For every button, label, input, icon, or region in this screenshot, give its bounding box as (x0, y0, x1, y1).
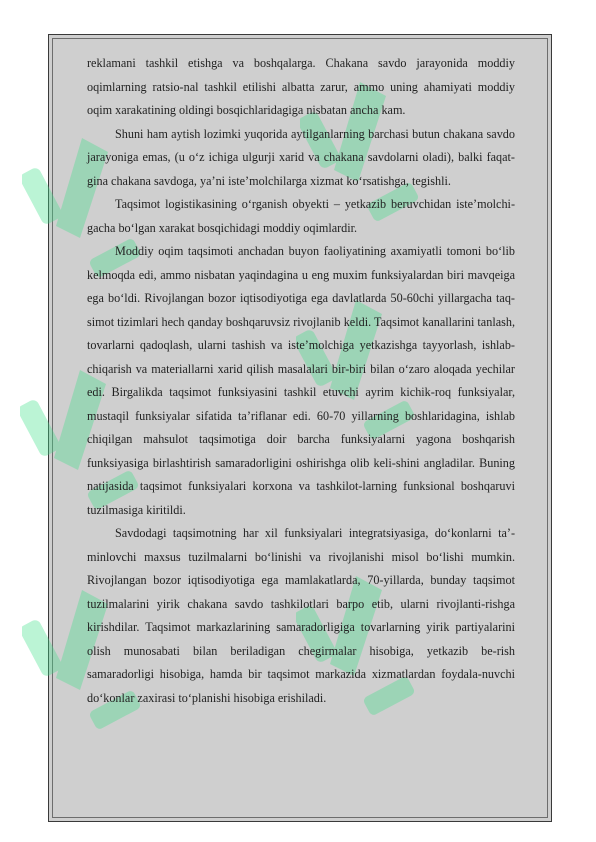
paragraph: Moddiy oqim taqsimoti anchadan buyon faoliyatining axamiyatli tomoni bo‘lib kelmoqda edi, ammo nisbatan yaqindagina u eng muxim funksiyalardan biri mavqeiga ega bo‘ldi. Rivojlangan bozor iqtisodiyotiga ega davlatlarda 50-60chi yillargacha taq-simot tizimlari hech qanday boshqaruvsiz rivojlanib keldi. Taqsimot kanallarini tanlash, tovarlarni qadoqlash, ularni tashish va iste’molchiga yetkazishga tayyorlash, ishlab-chiqarish va materiallarni xarid qilish masalalari bir-biri bilan o‘zaro aloqada yechilar edi. Birgalikda taqsimot funksiyasini tashkil etuvchi ayrim kichik-roq funksiyalar, mustaqil funksiyalar sifatida ta’riflanar edi. 60-70 yillarning boshlaridagina, ishlab chiqilgan mahsulot taqsimotiga doir barcha funksiyalarni yagona boshqarish funksiyasiga birlashtirish samaradorligini oshirishga olib keli-shini angladilar. Buning natijasida taqsimot funksiyalari korxona va tashkilot-larning funksional boshqaruvi tuzilmasiga kiritildi. (87, 244, 515, 517)
paragraph: Taqsimot logistikasining o‘rganish obyekti – yetkazib beruvchidan iste’molchi-gacha bo‘lgan xarakat bosqichidagi moddiy oqimlardir. (87, 197, 515, 235)
document-body (87, 52, 515, 710)
paragraph: Savdodagi taqsimotning har xil funksiyalari integratsiyasiga, do‘konlarni ta’-minlovchi maxsus tuzilmalarni bo‘linishi va rivojlanishi misol bo‘lishi mumkin. Rivojlangan bozor iqtisodiyotiga ega mamlakatlarda, 70-yillarda, bunday taqsimot tuzilmalarini yirik chakana savdo tashkilotlari barpo etib, ularni rivojlanti-rishga kirishdilar. Taqsimot markazlarining samaradorligiga tovarlarning yirik partiyalarini olish munosabati bilan beriladigan chegirmalar hisobiga, yetkazib be-rish samaradorligi hisobiga, hamda bir taqsimot markazida xizmatlardan foydala-nuvchi do‘konlar zaxirasi to‘planishi hisobiga erishiladi. (87, 526, 515, 705)
paragraph: reklamani tashkil etishga va boshqalarga. Chakana savdo jarayonida moddiy oqimlarning ratsio-nal tashkil etilishi albatta zarur, ammo uning ahamiyati moddiy oqim xarakatining oldingi bosqichlaridagiga nisbatan ancha kam. (87, 56, 515, 117)
paragraph: Shuni ham aytish lozimki yuqorida aytilganlarning barchasi butun chakana savdo jarayoniga emas, (u o‘z ichiga ulgurji xarid va chakana savdolarni oladi), balki faqat-gina chakana savdoga, ya’ni iste’molchilarga xizmat ko‘rsatishga, tegishli. (87, 126, 515, 188)
